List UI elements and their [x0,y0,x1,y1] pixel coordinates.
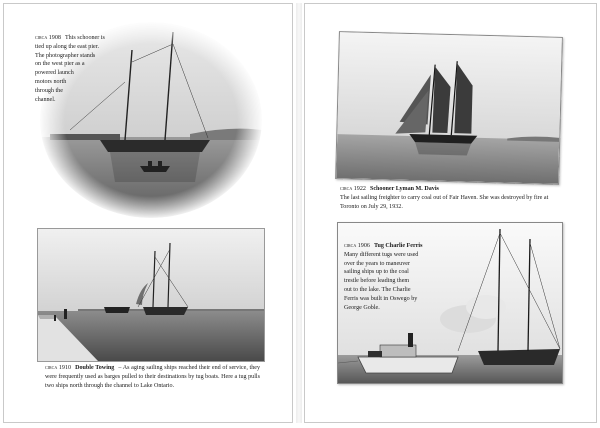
caption-line: trestle before leading them [344,278,410,285]
double-towing-photo [37,228,265,362]
caption-line: channel. [35,96,56,103]
caption-year: circa 1910 [45,365,72,371]
caption-lyman-davis [340,185,558,211]
caption-year: circa 1906 [344,243,370,249]
caption-title: Double Towing [75,365,115,371]
caption-line: The photographer stands [35,52,96,59]
caption-title: Schooner Lyman M. Davis [369,186,439,192]
caption-line: George Goble. [344,304,380,311]
caption-text: – As aging sailing ships reached their end of service, they were frequently used as barges pulled to their destinations by tug boats. Here a tug pulls two ships north through the channel to Lake Ontario. [45,365,260,389]
lyman-davis-photo [335,31,563,185]
caption-line: Ferris was built in Oswego by [344,295,418,302]
caption-line: sailing ships up to the coal [344,269,409,276]
caption-line: powered launch [35,70,74,77]
caption-line: over the years to maneuver [344,260,410,267]
caption-line: out to the lake. The Charlie [344,287,411,294]
caption-double-towing [45,364,260,390]
caption-line: on the west pier as a [35,61,85,68]
caption-line: This schooner is [64,35,105,41]
caption-title: Tug Charlie Ferris [373,243,423,249]
caption-charlie-ferris [344,242,462,313]
caption-text: The last sailing freighter to carry coal out of Fair Haven. She was destroyed by fire at Toronto on July 29, 1932. [340,194,549,210]
caption-schooner-pier [35,34,135,105]
caption-line: tied up along the east pier. [35,43,99,50]
caption-year: circa 1922 [340,186,366,192]
book-gutter [296,3,302,423]
caption-line: motors north [35,79,67,86]
caption-year: circa 1908 [35,35,61,41]
caption-line: Many different tugs were used [344,251,419,258]
caption-line: through the [35,87,63,94]
